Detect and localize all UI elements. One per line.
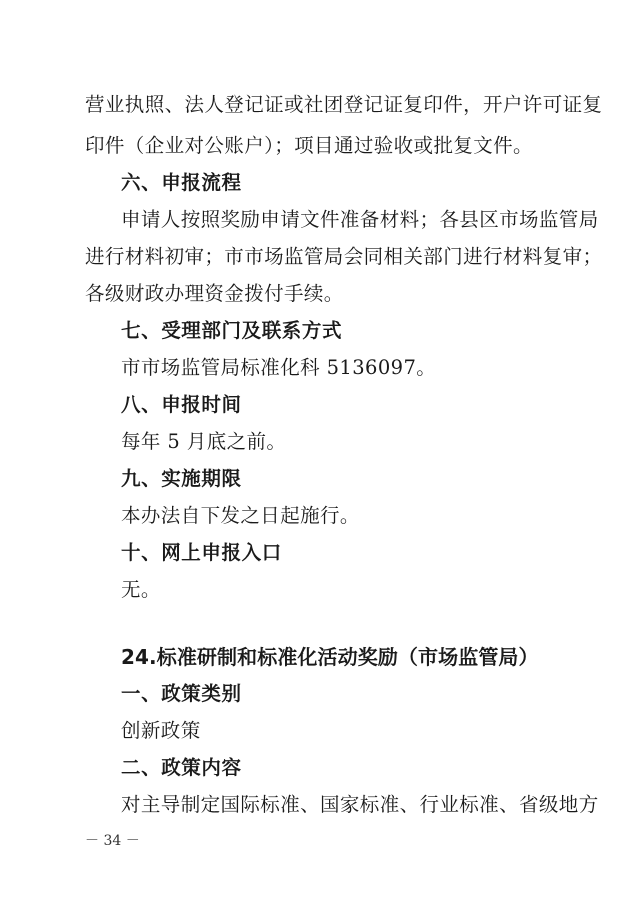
page-number: － 34 － — [85, 833, 140, 849]
text-line: 印件（企业对公账户）；项目通过验收或批复文件。 — [85, 134, 533, 157]
text-line: 进行材料初审；市市场监管局会同相关部门进行材料复审； — [85, 245, 603, 268]
text-line: 每年 5 月底之前。 — [121, 430, 287, 453]
text-line: 创新政策 — [121, 719, 201, 742]
section-heading: 九、实施期限 — [121, 467, 242, 490]
section-heading: 八、申报时间 — [121, 393, 242, 416]
section-heading: 七、受理部门及联系方式 — [121, 319, 343, 342]
text-line: 市市场监管局标准化科 5136097。 — [121, 356, 437, 379]
section-heading: 一、政策类别 — [121, 682, 242, 705]
section-heading: 二、政策内容 — [121, 756, 242, 779]
text-line: 对主导制定国际标准、国家标准、行业标准、省级地方 — [121, 793, 599, 816]
section-heading: 十、网上申报入口 — [121, 541, 282, 564]
text-line: 无。 — [121, 578, 161, 601]
text-line: 营业执照、法人登记证或社团登记证复印件，开户许可证复 — [85, 93, 603, 116]
text-line: 本办法自下发之日起施行。 — [121, 504, 360, 527]
section-title: 24.标准研制和标准化活动奖励（市场监管局） — [121, 645, 539, 669]
text-line: 申请人按照奖励申请文件准备材料；各县区市场监管局 — [121, 208, 599, 231]
section-heading: 六、申报流程 — [121, 171, 242, 194]
text-line: 各级财政办理资金拨付手续。 — [85, 282, 344, 305]
